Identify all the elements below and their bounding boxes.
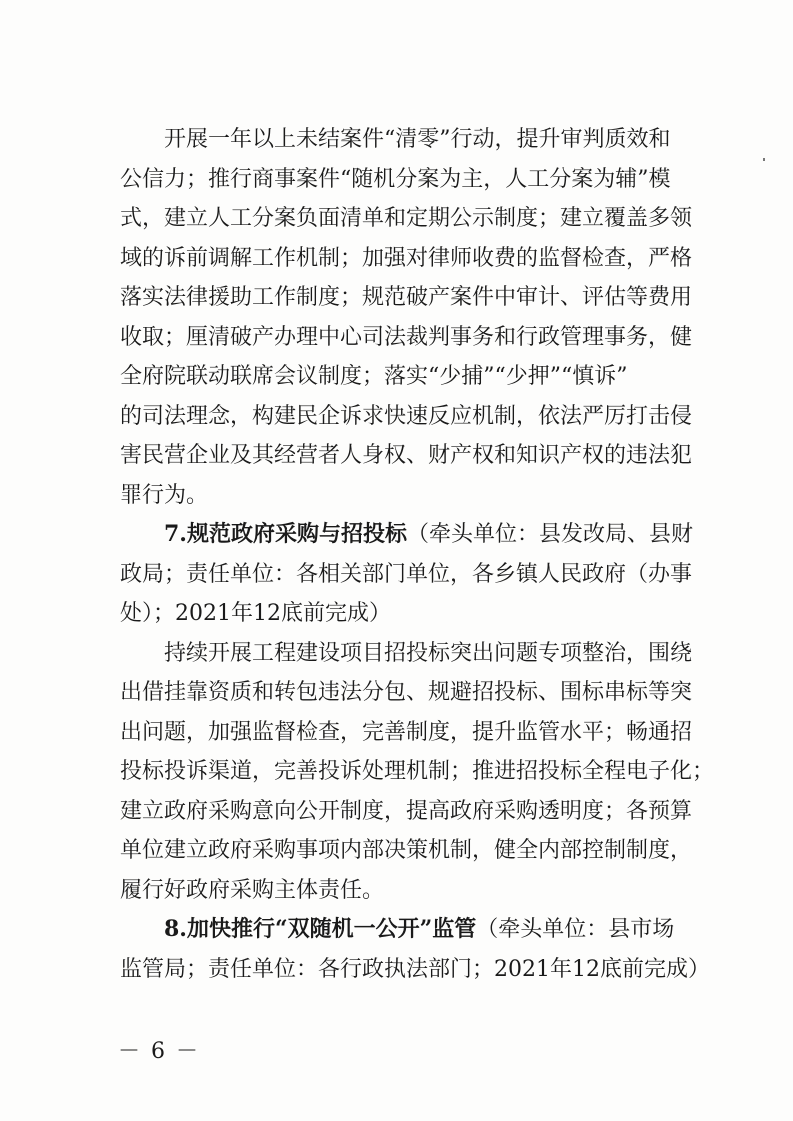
text-line: 域的诉前调解工作机制；加强对律师收费的监督检查，严格 <box>120 245 693 271</box>
paragraph-1 <box>120 120 693 515</box>
page-number: － 6 － <box>118 1039 200 1064</box>
section-8-heading-line <box>120 910 690 950</box>
text-line: 的司法理念，构建民企诉求快速反应机制，依法严厉打击侵 <box>120 403 693 429</box>
text-line: 建立政府采购意向公开制度，提高政府采购透明度；各预算 <box>120 798 693 824</box>
document-body <box>120 120 715 989</box>
text-line: 处）；2021年12底前完成） <box>120 601 391 626</box>
text-line: 出问题，加强监督检查，完善制度，提升监管水平；畅通招 <box>120 719 693 745</box>
text-line: 式，建立人工分案负面清单和定期公示制度；建立覆盖多领 <box>120 206 693 231</box>
paragraph-2 <box>120 634 715 911</box>
text-line: 公信力；推行商事案件“随机分案为主，人工分案为辅”模 <box>120 166 671 192</box>
section-8-heading: 8.加快推行“双随机一公开”监管 <box>164 916 477 942</box>
section-7-heading-line <box>120 515 693 555</box>
text-line: 监管局；责任单位：各行政执法部门；2021年12底前完成） <box>120 956 710 982</box>
text-line: 罪行为。 <box>120 482 209 508</box>
section-8 <box>120 910 710 989</box>
text-line: 政局；责任单位：各相关部门单位，各乡镇人民政府（办事 <box>120 561 693 587</box>
section-7-heading-rest: （牵头单位：县发改局、县财 <box>406 522 693 547</box>
text-line: 害民营企业及其经营者人身权、财产权和知识产权的违法犯 <box>120 443 693 468</box>
text-line: 单位建立政府采购事项内部决策机制，健全内部控制制度， <box>120 838 693 863</box>
text-line: 投标投诉渠道，完善投诉处理机制；推进招投标全程电子化； <box>120 759 715 784</box>
text-line: 出借挂靠资质和转包违法分包、规避招投标、围标串标等突 <box>120 680 693 705</box>
text-line: 全府院联动联席会议制度；落实“少捕”“少押”“慎诉” <box>120 364 628 389</box>
section-8-heading-rest: （牵头单位：县市场 <box>476 917 675 942</box>
text-line: 收取；厘清破产办理中心司法裁判事务和行政管理事务，健 <box>120 324 693 350</box>
scan-speck <box>763 158 765 161</box>
text-line: 落实法律援助工作制度；规范破产案件中审计、评估等费用 <box>120 285 693 310</box>
text-line: 持续开展工程建设项目招投标突出问题专项整治，围绕 <box>164 640 693 666</box>
text-line: 履行好政府采购主体责任。 <box>120 877 385 903</box>
section-7 <box>120 515 693 634</box>
text-line: 开展一年以上未结案件“清零”行动，提升审判质效和 <box>164 127 671 152</box>
section-7-heading: 7.规范政府采购与招投标 <box>164 521 407 547</box>
